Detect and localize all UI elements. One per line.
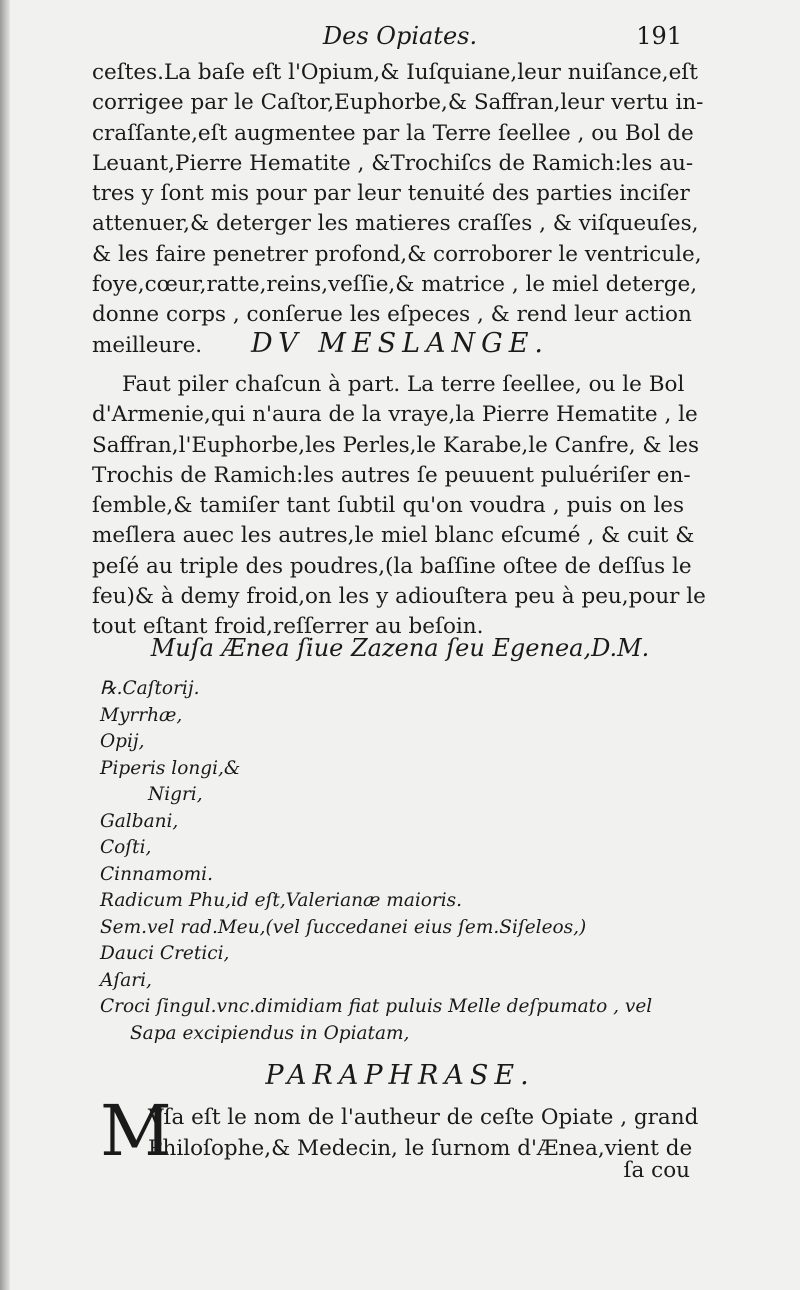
text-line: ceſtes.La baſe eſt l'Opium,& Iuſquiane,leur nuiſance,eſt — [92, 60, 698, 85]
section-heading-paraphrase: PARAPHRASE. — [265, 1060, 535, 1091]
ingredient-item: ℞.Caſtorij. — [100, 678, 200, 699]
ingredient-item: Opij, — [100, 731, 145, 752]
text-line: craſſante,eſt augmentee par la Terre ſeellee , ou Bol de — [92, 120, 694, 146]
ingredient-item: Nigri, — [148, 784, 203, 805]
ingredient-item: Galbani, — [100, 810, 179, 832]
recipe-title: Muſa Ænea ſiue Zazena ſeu Egenea,D.M. — [150, 634, 650, 662]
ingredient-item: Dauci Cretici, — [100, 943, 230, 964]
text-line: meilleure. — [92, 332, 203, 358]
text-line: foye,cœur,ratte,reins,veſſie,& matrice , le miel deterge, — [92, 272, 698, 298]
text-line: meſlera auec les autres,le miel blanc eſcumé , & cuit & — [92, 523, 695, 549]
ingredient-item: Cinnamomi. — [100, 863, 213, 885]
text-line: tres y ſont mis pour par leur tenuité des parties inciſer — [92, 181, 690, 207]
text-line: & les faire penetrer profond,& corroborer le ventricule, — [92, 241, 702, 267]
text-line: donne corps , conſerue les eſpeces , & rend leur action — [92, 302, 692, 328]
ingredient-item: Sapa excipiendus in Opiatam, — [130, 1022, 410, 1044]
text-line: Philoſophe,& Medecin, le ſurnom d'Ænea,vient de — [148, 1136, 693, 1161]
ingredient-list — [100, 676, 700, 1047]
drop-cap: M — [100, 1090, 172, 1172]
ingredient-item: Croci ſingul.vnc.dimidiam fiat puluis Melle deſpumato , vel — [100, 996, 653, 1017]
text-line: attenuer,& deterger les matieres craſſes , & viſqueuſes, — [92, 211, 699, 237]
ingredient-item: Piperis longi,& — [100, 757, 241, 779]
text-line: feu)& à demy froid,on les y adiouſtera peu à peu,pour le — [92, 584, 706, 610]
text-line: tout eſtant froid,reſſerrer au beſoin. — [92, 614, 484, 640]
text-line: peſé au triple des poudres,(la baſſine oſtee de deſſus le — [92, 553, 692, 579]
text-line: Trochis de Ramich:les autres ſe peuuent puluériſer en- — [92, 462, 691, 488]
text-line: Leuant,Pierre Hematite , &Trochiſcs de Ramich:les au- — [92, 150, 694, 176]
catchword: ſa cou — [623, 1158, 690, 1183]
ingredient-item: Radicum Phu,id eſt,Valerianæ maioris. — [100, 890, 463, 911]
ingredient-item: Sem.vel rad.Meu,(vel ſuccedanei eius ſem.Siſeleos,) — [100, 916, 587, 938]
text-line: Vſa eſt le nom de l'autheur de ceſte Opiate , grand — [148, 1105, 699, 1130]
text-line: Saffran,l'Euphorbe,les Perles,le Karabe,le Canfre, & les — [92, 432, 700, 458]
text-line: Faut piler chaſcun à part. La terre ſeellee, ou le Bol — [122, 372, 685, 397]
page-number: 191 — [636, 22, 682, 50]
ingredient-item: Aſari, — [100, 969, 152, 991]
running-header: Des Opiates. — [322, 22, 478, 50]
text-line: ſemble,& tamiſer tant ſubtil qu'on voudra , puis on les — [92, 493, 684, 519]
ingredient-item: Coſti, — [100, 837, 152, 858]
intro-paragraph — [92, 58, 704, 361]
ingredient-item: Myrrhæ, — [100, 704, 183, 726]
meslange-paragraph — [92, 370, 706, 643]
text-line: d'Armenie,qui n'aura de la vraye,la Pierre Hematite , le — [92, 402, 698, 428]
section-heading-meslange: DV MESLANGE. — [250, 328, 550, 359]
text-line: corrigee par le Caſtor,Euphorbe,& Saffran,leur vertu in- — [92, 90, 704, 116]
